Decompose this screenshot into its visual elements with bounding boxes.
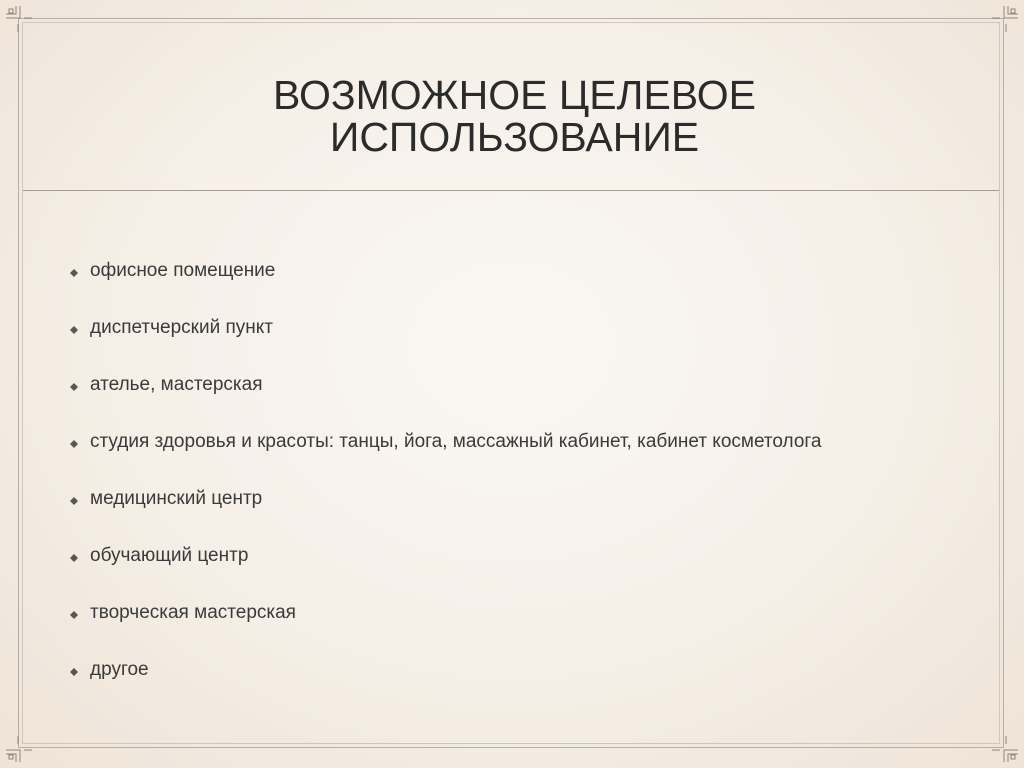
- list-item: [70, 311, 821, 368]
- slide-title-line-1: ВОЗМОЖНОЕ ЦЕЛЕВОЕ: [272, 72, 757, 118]
- slide-title: [0, 74, 1024, 158]
- list-item-text: диспетчерский пункт: [90, 317, 273, 338]
- list-item: [70, 368, 821, 425]
- corner-ornament-icon: [990, 4, 1020, 34]
- list-item: [70, 482, 821, 539]
- corner-ornament-icon: [4, 734, 34, 764]
- list-item-text: офисное помещение: [90, 260, 276, 281]
- list-item: [70, 254, 821, 311]
- list-item-text: творческая мастерская: [90, 602, 296, 623]
- list-item-text: медицинский центр: [90, 488, 263, 509]
- list-item: [70, 653, 821, 710]
- corner-ornament-icon: [4, 4, 34, 34]
- list-item-text: обучающий центр: [90, 545, 249, 566]
- diamond-bullet-icon: [70, 554, 78, 562]
- list-item-text: ателье, мастерская: [90, 374, 263, 395]
- slide-title-line-2: ИСПОЛЬЗОВАНИЕ: [329, 114, 700, 160]
- list-item-text: другое: [90, 659, 149, 680]
- list-item: [70, 425, 821, 482]
- list-item: [70, 596, 821, 653]
- title-divider: [23, 190, 999, 191]
- list-item-text: студия здоровья и красоты: танцы, йога, массажный кабинет, кабинет косметолога: [90, 431, 822, 452]
- corner-ornament-icon: [990, 734, 1020, 764]
- diamond-bullet-icon: [70, 440, 78, 448]
- diamond-bullet-icon: [70, 611, 78, 619]
- bullet-list: [70, 254, 821, 710]
- diamond-bullet-icon: [70, 383, 78, 391]
- list-item: [70, 539, 821, 596]
- diamond-bullet-icon: [70, 668, 78, 676]
- diamond-bullet-icon: [70, 326, 78, 334]
- diamond-bullet-icon: [70, 269, 78, 277]
- diamond-bullet-icon: [70, 497, 78, 505]
